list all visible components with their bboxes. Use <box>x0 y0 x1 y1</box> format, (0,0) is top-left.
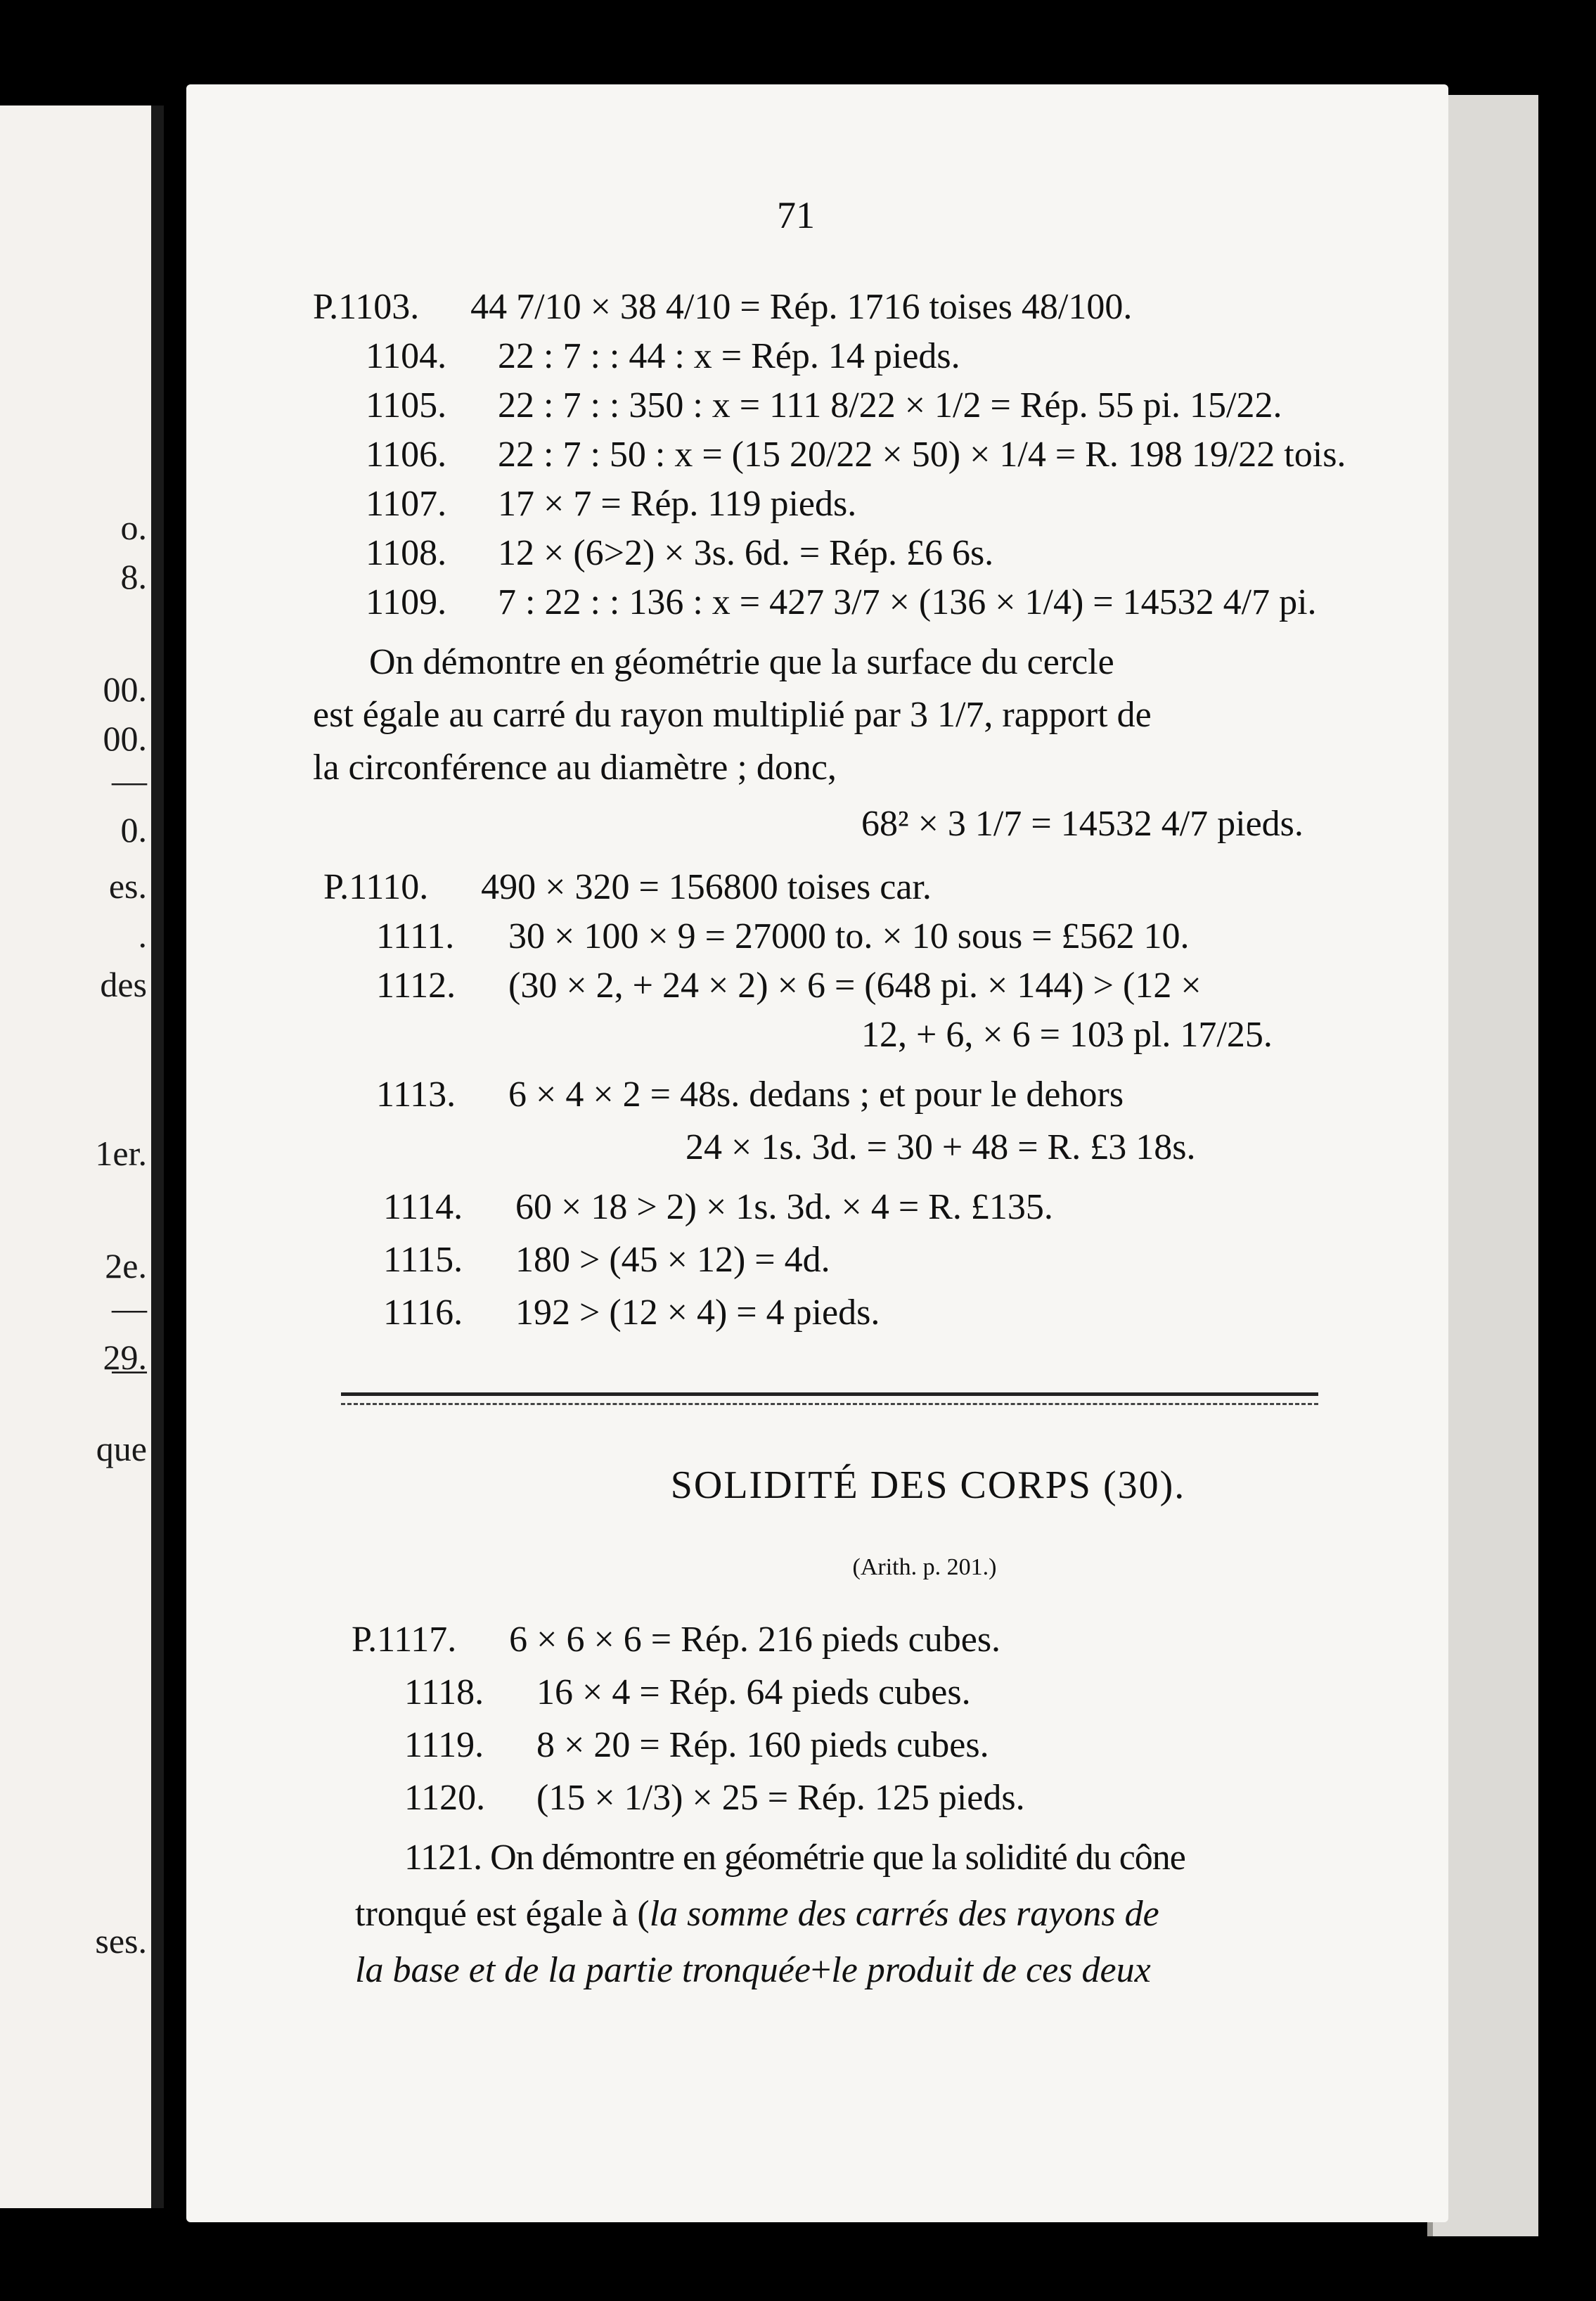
problem-line <box>366 432 1346 477</box>
problem-number: 1104. <box>366 336 447 376</box>
left-margin-text: des <box>100 965 147 1004</box>
problem-text: 7 : 22 : : 136 : x = 427 3/7 × (136 × 1/4) = 14532 4/7 pi. <box>498 582 1317 622</box>
problem-number: 1118. <box>404 1672 484 1712</box>
problem-number: 1114. <box>383 1187 463 1227</box>
problem-number: 1108. <box>366 533 447 573</box>
text-roman: tronqué est égale à ( <box>355 1894 650 1934</box>
problem-text: 8 × 20 = Rép. 160 pieds cubes. <box>536 1725 989 1765</box>
paragraph-line: la circonférence au diamètre ; donc, <box>313 748 837 788</box>
problem-line <box>404 1776 1025 1821</box>
left-margin-text: que <box>96 1429 147 1468</box>
left-margin-text: — <box>112 1288 147 1328</box>
problem-number: 1121. <box>404 1838 482 1878</box>
problem-line <box>366 580 1317 625</box>
left-margin-text: 8. <box>120 557 147 596</box>
left-margin-text: 0. <box>120 810 147 850</box>
page-number: 71 <box>777 194 815 236</box>
section-title: SOLIDITÉ DES CORPS (30). <box>670 1463 1186 1507</box>
problem-prefix: P. <box>313 287 339 327</box>
problem-text: 44 7/10 × 38 4/10 = Rép. 1716 toises 48/100. <box>470 287 1133 327</box>
problem-text: 16 × 4 = Rép. 64 pieds cubes. <box>536 1672 971 1712</box>
problem-text: 192 > (12 × 4) = 4 pieds. <box>515 1293 880 1333</box>
problem-line <box>366 334 960 379</box>
paragraph-line: est égale au carré du rayon multiplié par 3 1/7, rapport de <box>313 695 1152 735</box>
problem-line <box>383 1238 830 1283</box>
problem-text: 17 × 7 = Rép. 119 pieds. <box>498 484 857 524</box>
problem-prefix: P. <box>352 1620 378 1660</box>
problem-line <box>383 1290 880 1335</box>
problem-number: 1103. <box>338 287 420 327</box>
left-margin-text: . <box>138 916 147 955</box>
problem-number: 1106. <box>366 435 447 475</box>
problem-text: 22 : 7 : 50 : x = (15 20/22 × 50) × 1/4 = R. 198 19/22 tois. <box>498 435 1346 475</box>
problem-prefix: P. <box>323 867 349 907</box>
problem-text: 60 × 18 > 2) × 1s. 3d. × 4 = R. £135. <box>515 1187 1053 1227</box>
continuation-line: 12, + 6, × 6 = 103 pl. 17/25. <box>861 1015 1273 1055</box>
problem-number: 1105. <box>366 385 447 425</box>
left-margin-text: o. <box>120 508 147 547</box>
paragraph-line: On démontre en géométrie que la surface du cercle <box>369 642 1114 682</box>
problem-number: 1109. <box>366 582 447 622</box>
problem-text: 180 > (45 × 12) = 4d. <box>515 1240 830 1280</box>
problem-line <box>313 285 1132 330</box>
left-margin-text: 00. <box>103 669 147 709</box>
problem-text: 490 × 320 = 156800 toises car. <box>481 867 932 907</box>
problem-line <box>404 1723 989 1768</box>
problem-line <box>376 963 1202 1008</box>
problem-number: 1110. <box>349 867 429 907</box>
left-margin-text: 1er. <box>95 1134 147 1173</box>
left-margin-text: ses. <box>95 1921 147 1961</box>
left-margin-text: 00. <box>103 719 147 758</box>
left-margin-text: es. <box>108 866 147 906</box>
book-page <box>186 84 1448 2222</box>
problem-line <box>376 1072 1124 1117</box>
text-italic: la somme des carrés des rayons de <box>649 1894 1159 1934</box>
problem-line <box>366 531 993 576</box>
problem-text: (30 × 2, + 24 × 2) × 6 = (648 pi. × 144) > (12 × <box>508 966 1202 1006</box>
left-margin-text: 2e. <box>105 1246 147 1286</box>
problem-number: 1120. <box>404 1778 486 1818</box>
left-page-fragment <box>0 105 164 2208</box>
problem-number: 1115. <box>383 1240 463 1280</box>
paragraph-line <box>355 1892 1159 1937</box>
problem-line <box>404 1670 971 1715</box>
problem-text: 30 × 100 × 9 = 27000 to. × 10 sous = £562 10. <box>508 916 1190 956</box>
problem-line <box>366 383 1282 428</box>
problem-number: 1112. <box>376 966 456 1006</box>
problem-text: 6 × 6 × 6 = Rép. 216 pieds cubes. <box>509 1620 1001 1660</box>
section-divider <box>341 1392 1318 1405</box>
problem-text: 22 : 7 : : 350 : x = 111 8/22 × 1/2 = Rép. 55 pi. 15/22. <box>498 385 1282 425</box>
left-margin-text: — <box>112 761 147 800</box>
left-margin-text: 2̲9̲. <box>103 1338 147 1377</box>
problem-line <box>383 1185 1053 1230</box>
paragraph-line <box>355 1948 1151 1993</box>
problem-number: 1117. <box>377 1620 457 1660</box>
problem-number: 1111. <box>376 916 455 956</box>
section-subtitle: (Arith. p. 201.) <box>852 1554 997 1580</box>
problem-text: (15 × 1/3) × 25 = Rép. 125 pieds. <box>536 1778 1025 1818</box>
problem-text: On démontre en géométrie que la solidité du cône <box>490 1838 1185 1878</box>
problem-number: 1113. <box>376 1075 456 1115</box>
problem-number: 1116. <box>383 1293 463 1333</box>
problem-line <box>366 482 856 527</box>
problem-line <box>352 1617 1000 1662</box>
continuation-line: 24 × 1s. 3d. = 30 + 48 = R. £3 18s. <box>686 1127 1196 1167</box>
text-italic: la base et de la partie tronquée <box>355 1950 811 1990</box>
problem-number: 1119. <box>404 1725 484 1765</box>
problem-text: 22 : 7 : : 44 : x = Rép. 14 pieds. <box>498 336 960 376</box>
problem-line <box>376 914 1190 959</box>
text-roman: + <box>810 1950 832 1990</box>
problem-text: 12 × (6>2) × 3s. 6d. = Rép. £6 6s. <box>498 533 994 573</box>
problem-line <box>323 865 932 910</box>
formula-line: 68² × 3 1/7 = 14532 4/7 pieds. <box>861 804 1304 844</box>
text-italic: le produit de ces deux <box>831 1950 1151 1990</box>
problem-number: 1107. <box>366 484 447 524</box>
problem-line <box>404 1835 1185 1880</box>
problem-text: 6 × 4 × 2 = 48s. dedans ; et pour le dehors <box>508 1075 1124 1115</box>
